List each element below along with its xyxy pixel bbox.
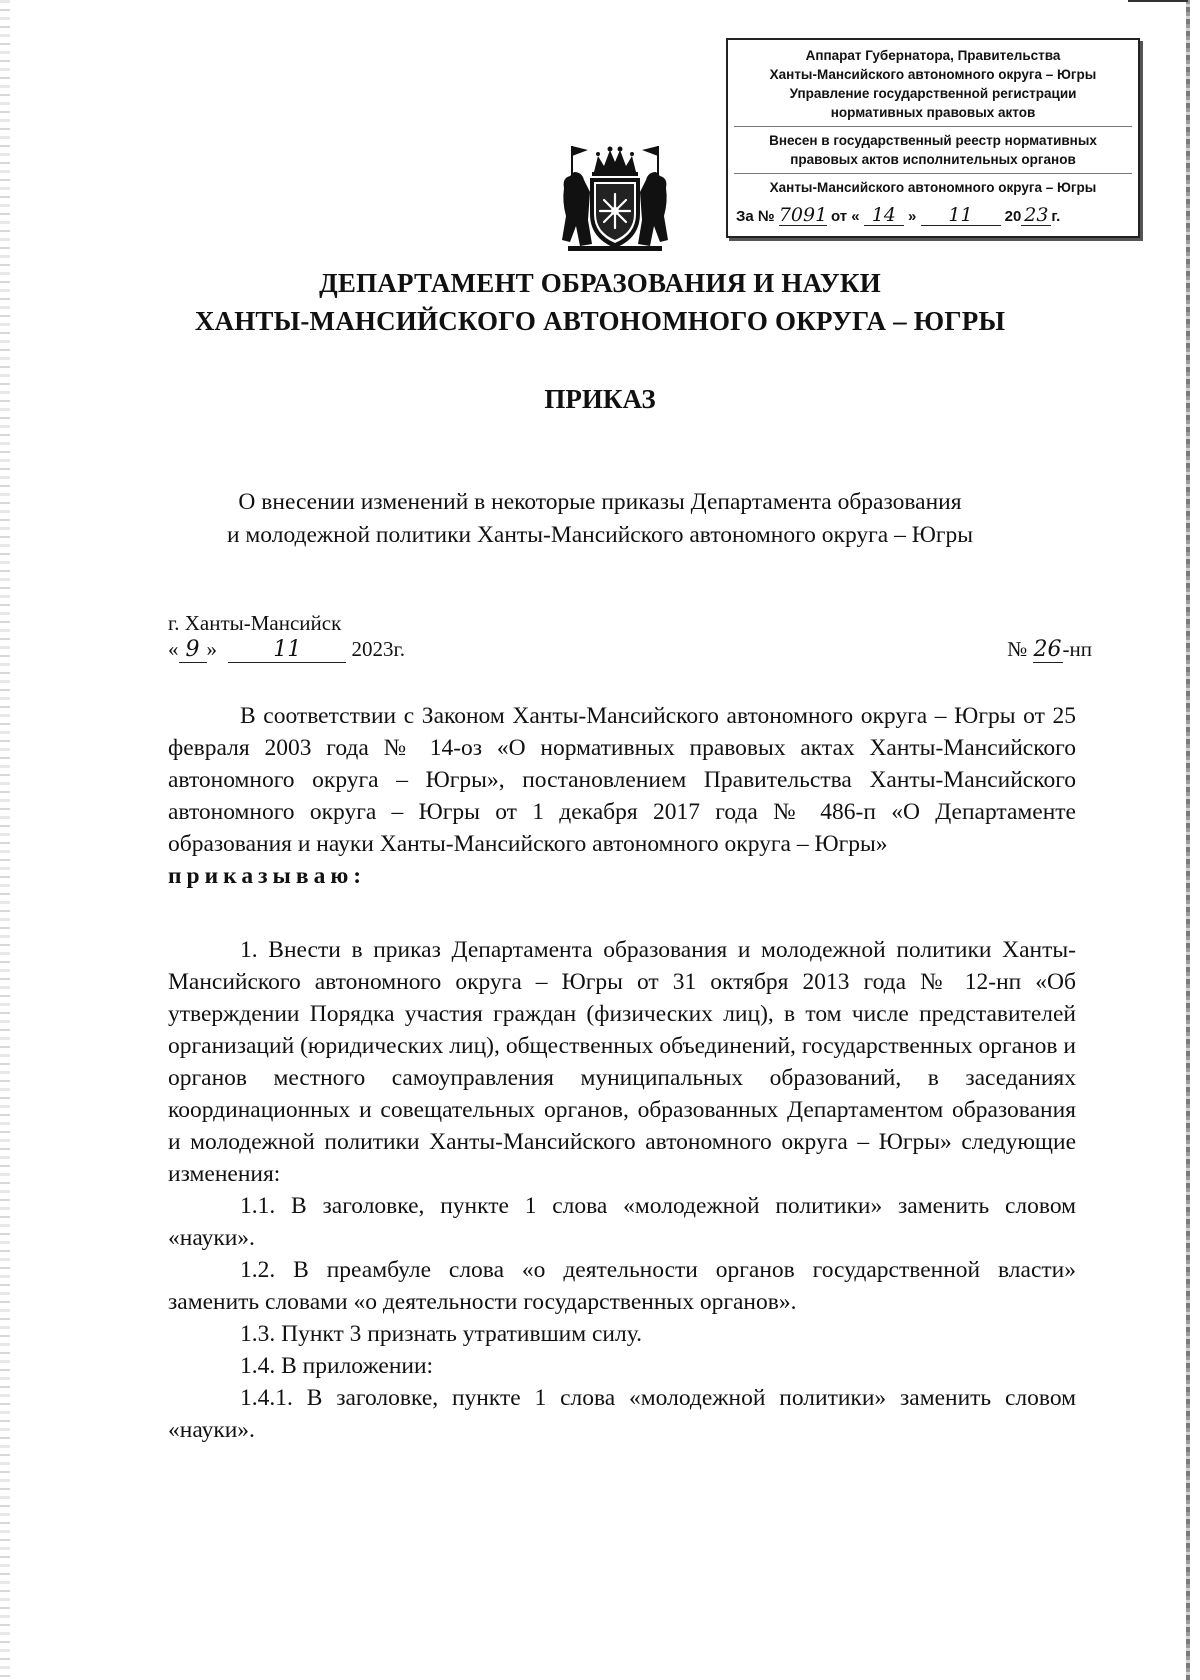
department-title	[0, 264, 1200, 340]
date-year: 2023г.	[351, 637, 405, 661]
stamp-line: Аппарат Губернатора, Правительства	[805, 48, 1061, 63]
stamp-reg-quote: »	[907, 208, 917, 225]
stamp-divider	[734, 126, 1132, 127]
coat-of-arms-icon	[560, 142, 670, 254]
order-item: 1.3. Пункт 3 признать утратившим силу.	[240, 1321, 642, 1347]
date-open-quote: «	[168, 637, 179, 661]
registration-stamp	[726, 38, 1140, 238]
stamp-line: Управление государственной регистрации	[789, 86, 1077, 101]
stamp-line: Ханты-Мансийского автономного округа – Югры	[769, 67, 1097, 82]
stamp-reg-year-suffix: 23	[1021, 206, 1051, 226]
order-subject	[0, 486, 1200, 552]
date-day: 9	[179, 637, 207, 663]
top-edge-mark	[1128, 0, 1188, 2]
place-of-issue: г. Ханты-Мансийск	[168, 611, 342, 635]
order-subject-line: О внесении изменений в некоторые приказы Департамента образования	[238, 489, 962, 515]
stamp-line: правовых актов исполнительных органов	[790, 152, 1076, 167]
department-title-line: ХАНТЫ-МАНСИЙСКОГО АВТОНОМНОГО ОКРУГА – ЮГРЫ	[194, 306, 1006, 336]
stamp-line: Ханты-Мансийского автономного округа – Югры	[769, 180, 1097, 195]
number-prefix: №	[1007, 637, 1028, 661]
stamp-reg-g: г.	[1051, 208, 1061, 225]
number-value: 26	[1033, 637, 1062, 662]
date-month: 11	[228, 637, 346, 663]
order-item: 1.4. В приложении:	[240, 1353, 434, 1379]
stamp-reg-from: от «	[830, 208, 860, 225]
order-date	[168, 637, 405, 663]
order-item: 1.4.1. В заголовке, пункте 1 слова «молодежной политики» заменить словом «науки».	[168, 1385, 1076, 1443]
stamp-line: нормативных правовых актов	[830, 105, 1036, 120]
scan-edge-right	[1186, 0, 1190, 1680]
stamp-reg-number: 7091	[778, 204, 828, 226]
stamp-reg-prefix: За №	[736, 208, 775, 225]
scan-edge-left	[0, 0, 10, 1680]
order-items	[168, 934, 1076, 1446]
preamble	[168, 700, 1076, 892]
stamp-reg-day: 14	[864, 206, 904, 226]
stamp-registration-line	[736, 206, 1130, 226]
order-subject-line: и молодежной политики Ханты-Мансийского автономного округа – Югры	[226, 522, 974, 548]
stamp-divider	[734, 173, 1132, 174]
number-suffix: -нп	[1062, 637, 1092, 661]
stamp-header	[728, 46, 1138, 122]
order-item: 1. Внести в приказ Департамента образования и молодежной политики Ханты-Мансийского автономного округа – Югры от 31 октября 2013 года № 12-нп «Об утверждении Порядка участия граждан (физических лиц), в том числе представителей организаций (юридических лиц), общественных объединений, государственных органов и органов местного самоуправления муниципальных образований, в заседаниях координационных и совещательных органов, образованных Департаментом образования и молодежной политики Ханты-Мансийского автономного округа – Югры» следующие изменения:	[168, 937, 1076, 1187]
stamp-reg-month: 11	[921, 206, 1001, 226]
document-type: ПРИКАЗ	[544, 384, 656, 414]
preamble-text: В соответствии с Законом Ханты-Мансийского автономного округа – Югры от 25 февраля 2003 года № 14-оз «О нормативных правовых актах Ханты-Мансийского автономного округа – Югры», постановлением Правительства Ханты-Мансийского автономного округа – Югры от 1 декабря 2017 года № 486-п «О Департаменте образования и науки Ханты-Мансийского автономного округа – Югры»	[168, 703, 1076, 857]
order-item: 1.2. В преамбуле слова «о деятельности органов государственной власти» заменить словами «о деятельности государственных органов».	[168, 1257, 1076, 1315]
stamp-reg-year-prefix: 20	[1004, 208, 1022, 225]
date-close-quote: »	[206, 637, 217, 661]
order-number	[1007, 637, 1092, 663]
order-item: 1.1. В заголовке, пункте 1 слова «молодежной политики» заменить словом «науки».	[168, 1193, 1076, 1251]
order-word: приказываю:	[168, 863, 367, 889]
department-title-line: ДЕПАРТАМЕНТ ОБРАЗОВАНИЯ И НАУКИ	[319, 268, 881, 298]
stamp-line: Внесен в государственный реестр нормативных	[769, 133, 1097, 148]
